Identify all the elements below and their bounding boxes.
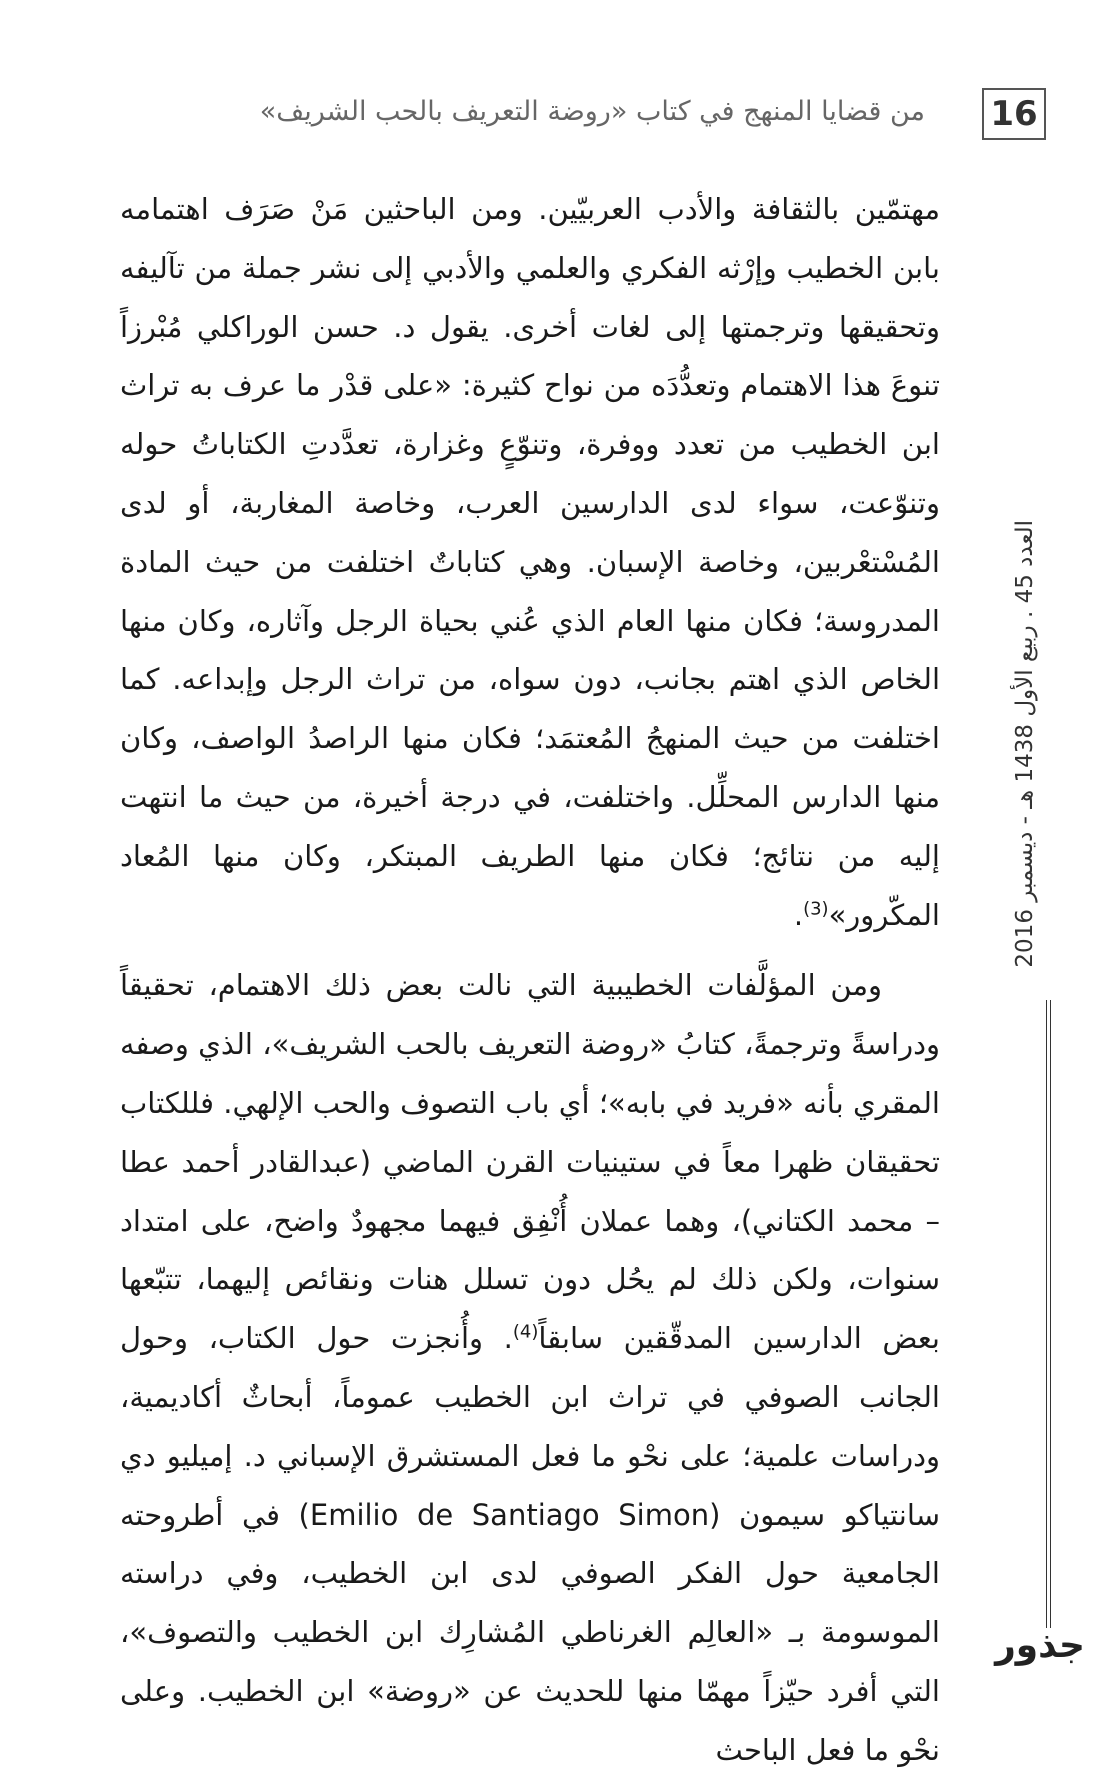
footnote-marker: (3) [803,897,829,919]
side-divider [1046,1000,1051,1628]
paragraph-text: ومن المؤلَّفات الخطيبية التي نالت بعض ذلك الاهتمام، تحقيقاً ودراسةً وترجمةً، كتابُ «روضة التعريف بالحب الشريف»، الذي وصفه المقري بأنه «فريد في بابه»؛ أي باب التصوف والحب الإلهي. فللكتاب تحقيقان ظهرا معاً في ستينيات القرن الماضي (عبدالقادر أحمد عطا – محمد الكتاني)، وهما عملان أُنْفِق فيهما مجهودٌ واضح، على امتداد سنوات، ولكن ذلك لم يحُل دون تسلل هنات ونقائص إليهما، تتبّعها بعض الدارسين المدقّقين سابقاً [120,968,940,1356]
paragraph-text: مهتمّين بالثقافة والأدب العربيّين. ومن الباحثين مَنْ صَرَف اهتمامه بابن الخطيب وإرْثه الفكري والعلمي والأدبي إلى نشر جملة من تآليفه وتحقيقها وترجمتها إلى لغات أخرى. يقول د. حسن الوراكلي مُبْرزاً تنوعَ هذا الاهتمام وتعدُّدَه من نواح كثيرة: «على قدْر ما عرف به تراث ابن الخطيب من تعدد ووفرة، وتنوّعٍ وغزارة، تعدَّدتِ الكتاباتُ حوله وتنوّعت، سواء لدى الدارسين العرب، وخاصة المغاربة، أو لدى المُسْتعْربين، وخاصة الإسبان. وهي كتاباتٌ اختلفت من حيث المادة المدروسة؛ فكان منها العام الذي عُني بحياة الرجل وآثاره، وكان منها الخاص الذي اهتم بجانب، دون سواه، من تراث الرجل وإبداعه. كما اختلفت من حيث المنهجُ المُعتمَد؛ فكان منها الراصدُ الواصف، وكان منها الدارس المحلِّل. واختلفت، في درجة أخيرة، من حيث ما انتهت إليه من نتائج؛ فكان منها الطريف المبتكر، وكان منها المُعاد المكّرور» [120,192,940,932]
article-body [120,180,940,1780]
journal-logo: جذور [995,1625,1085,1666]
issue-info: العدد 45 . ربيع الأول 1438 هـ - ديسمبر 2016 [1012,520,1038,968]
footnote-marker: (4) [512,1321,539,1343]
paragraph [120,180,940,944]
running-title: من قضايا المنهج في كتاب «روضة التعريف بالحب الشريف» [259,96,925,127]
paragraph [120,956,940,1779]
page-number: 16 [982,88,1046,140]
paragraph-tail: . وأُنجزت حول الكتاب، وحول الجانب الصوفي في تراث ابن الخطيب عموماً، أبحاثٌ أكاديمية، ودراسات علمية؛ على نحْو ما فعل المستشرق الإسباني د. إميليو دي سانتياكو سيمون (Emilio de Santiago Simon) في أطروحته الجامعية حول الفكر الصوفي لدى ابن الخطيب، وفي دراسته الموسومة بـ «العالِم الغرناطي المُشارِك ابن الخطيب والتصوف»، التي أفرد حيّزاً مهمّا منها للحديث عن «روضة» ابن الخطيب. وعلى نحْو ما فعل الباحث [120,1321,940,1767]
paragraph-tail: . [793,897,804,932]
